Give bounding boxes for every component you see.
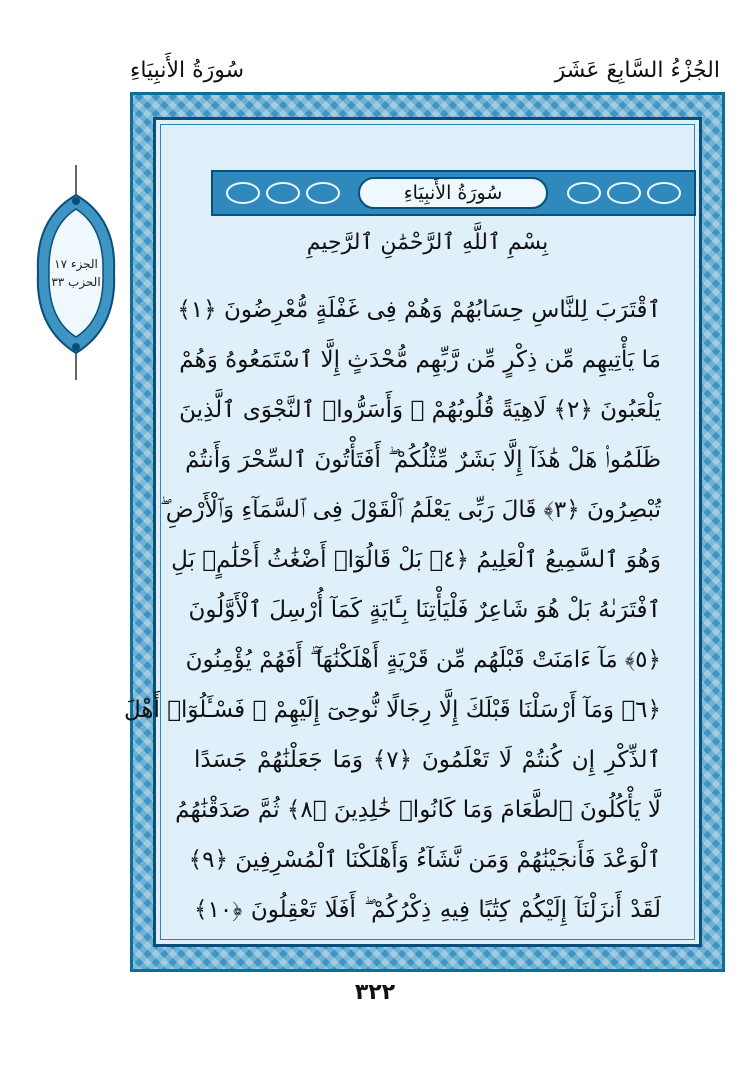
- verse-line: وَهُوَ ٱلسَّمِيعُ ٱلْعَلِيمُ ﴿٤﴾ بَلْ قَالُوٓا۟ أَضْغَٰثُ أَحْلَٰمٍۭ بَلِ: [171, 547, 661, 573]
- surah-title: سُورَةُ الأَنبِيَاءِ: [358, 177, 548, 209]
- juz-name-header: الجُزْءُ السَّابِعَ عَشَرَ: [554, 58, 720, 83]
- verse-line: لَّا يَأْكُلُونَ ٱلطَّعَامَ وَمَا كَانُوا۟ خَٰلِدِينَ ﴿٨﴾ ثُمَّ صَدَقْنَٰهُمُ: [175, 797, 661, 823]
- surah-title-banner: [211, 170, 696, 216]
- verse-line: ٱفْتَرَىٰهُ بَلْ هُوَ شَاعِرٌ فَلْيَأْتِنَا بِـَٔايَةٍ كَمَآ أُرْسِلَ ٱلْأَوَّلُونَ: [188, 597, 661, 623]
- surah-name-header: سُورَةُ الأَنبِيَاءِ: [130, 58, 245, 83]
- verse-line: لَقَدْ أَنزَلْنَآ إِلَيْكُمْ كِتَٰبًا فِيهِ ذِكْرُكُمْ ۖ أَفَلَا تَعْقِلُونَ ﴿١٠﴾: [194, 897, 661, 923]
- text-panel: [123, 117, 702, 947]
- page-frame: [123, 92, 725, 972]
- medallion-ornament-icon: [30, 165, 122, 380]
- verse-line: ٱقْتَرَبَ لِلنَّاسِ حِسَابُهُمْ وَهُمْ فِى غَفْلَةٍ مُّعْرِضُونَ ﴿١﴾: [177, 297, 661, 323]
- page-number: ٣٢٢: [354, 980, 396, 1005]
- medallion-hizb-label: الحزب ٣٣: [51, 275, 101, 289]
- banner-ornament-left-icon: [223, 178, 343, 208]
- verse-lines: [123, 285, 661, 935]
- verse-line: ﴿٦﴾ وَمَآ أَرْسَلْنَا قَبْلَكَ إِلَّا رِجَالًا نُّوحِىٓ إِلَيْهِمْ ۖ فَسْـَٔلُوٓا۟ أَهْلَ: [123, 697, 661, 723]
- medallion-juz-label: الجزء ١٧: [54, 257, 98, 271]
- basmala: بِسْمِ ٱللَّهِ ٱلرَّحْمَٰنِ ٱلرَّحِيمِ: [306, 230, 549, 255]
- verse-line: تُبْصِرُونَ ﴿٣﴾ قَالَ رَبِّى يَعْلَمُ ٱلْقَوْلَ فِى ٱلسَّمَآءِ وَٱلْأَرْضِ ۖ: [159, 497, 661, 523]
- verse-line: يَلْعَبُونَ ﴿٢﴾ لَاهِيَةً قُلُوبُهُمْ ۗ وَأَسَرُّوا۟ ٱلنَّجْوَى ٱلَّذِينَ: [179, 397, 661, 423]
- juz-hizb-medallion: [30, 165, 122, 380]
- banner-ornament-right-icon: [564, 178, 684, 208]
- verse-line: ٱلْوَعْدَ فَأَنجَيْنَٰهُمْ وَمَن نَّشَآءُ وَأَهْلَكْنَا ٱلْمُسْرِفِينَ ﴿٩﴾: [188, 847, 661, 873]
- verse-line: مَا يَأْتِيهِم مِّن ذِكْرٍ مِّن رَّبِّهِم مُّحْدَثٍ إِلَّا ٱسْتَمَعُوهُ وَهُمْ: [179, 347, 661, 373]
- verse-line: ٱلذِّكْرِ إِن كُنتُمْ لَا تَعْلَمُونَ ﴿٧﴾ وَمَا جَعَلْنَٰهُمْ جَسَدًا: [194, 747, 661, 773]
- verse-line: ﴿٥﴾ مَآ ءَامَنَتْ قَبْلَهُم مِّن قَرْيَةٍ أَهْلَكْنَٰهَآ ۖ أَفَهُمْ يُؤْمِنُونَ: [185, 647, 661, 673]
- verse-line: ظَلَمُوا۟ هَلْ هَٰذَآ إِلَّا بَشَرٌ مِّثْلُكُمْ ۖ أَفَتَأْتُونَ ٱلسِّحْرَ وَأَنتُمْ: [185, 447, 661, 473]
